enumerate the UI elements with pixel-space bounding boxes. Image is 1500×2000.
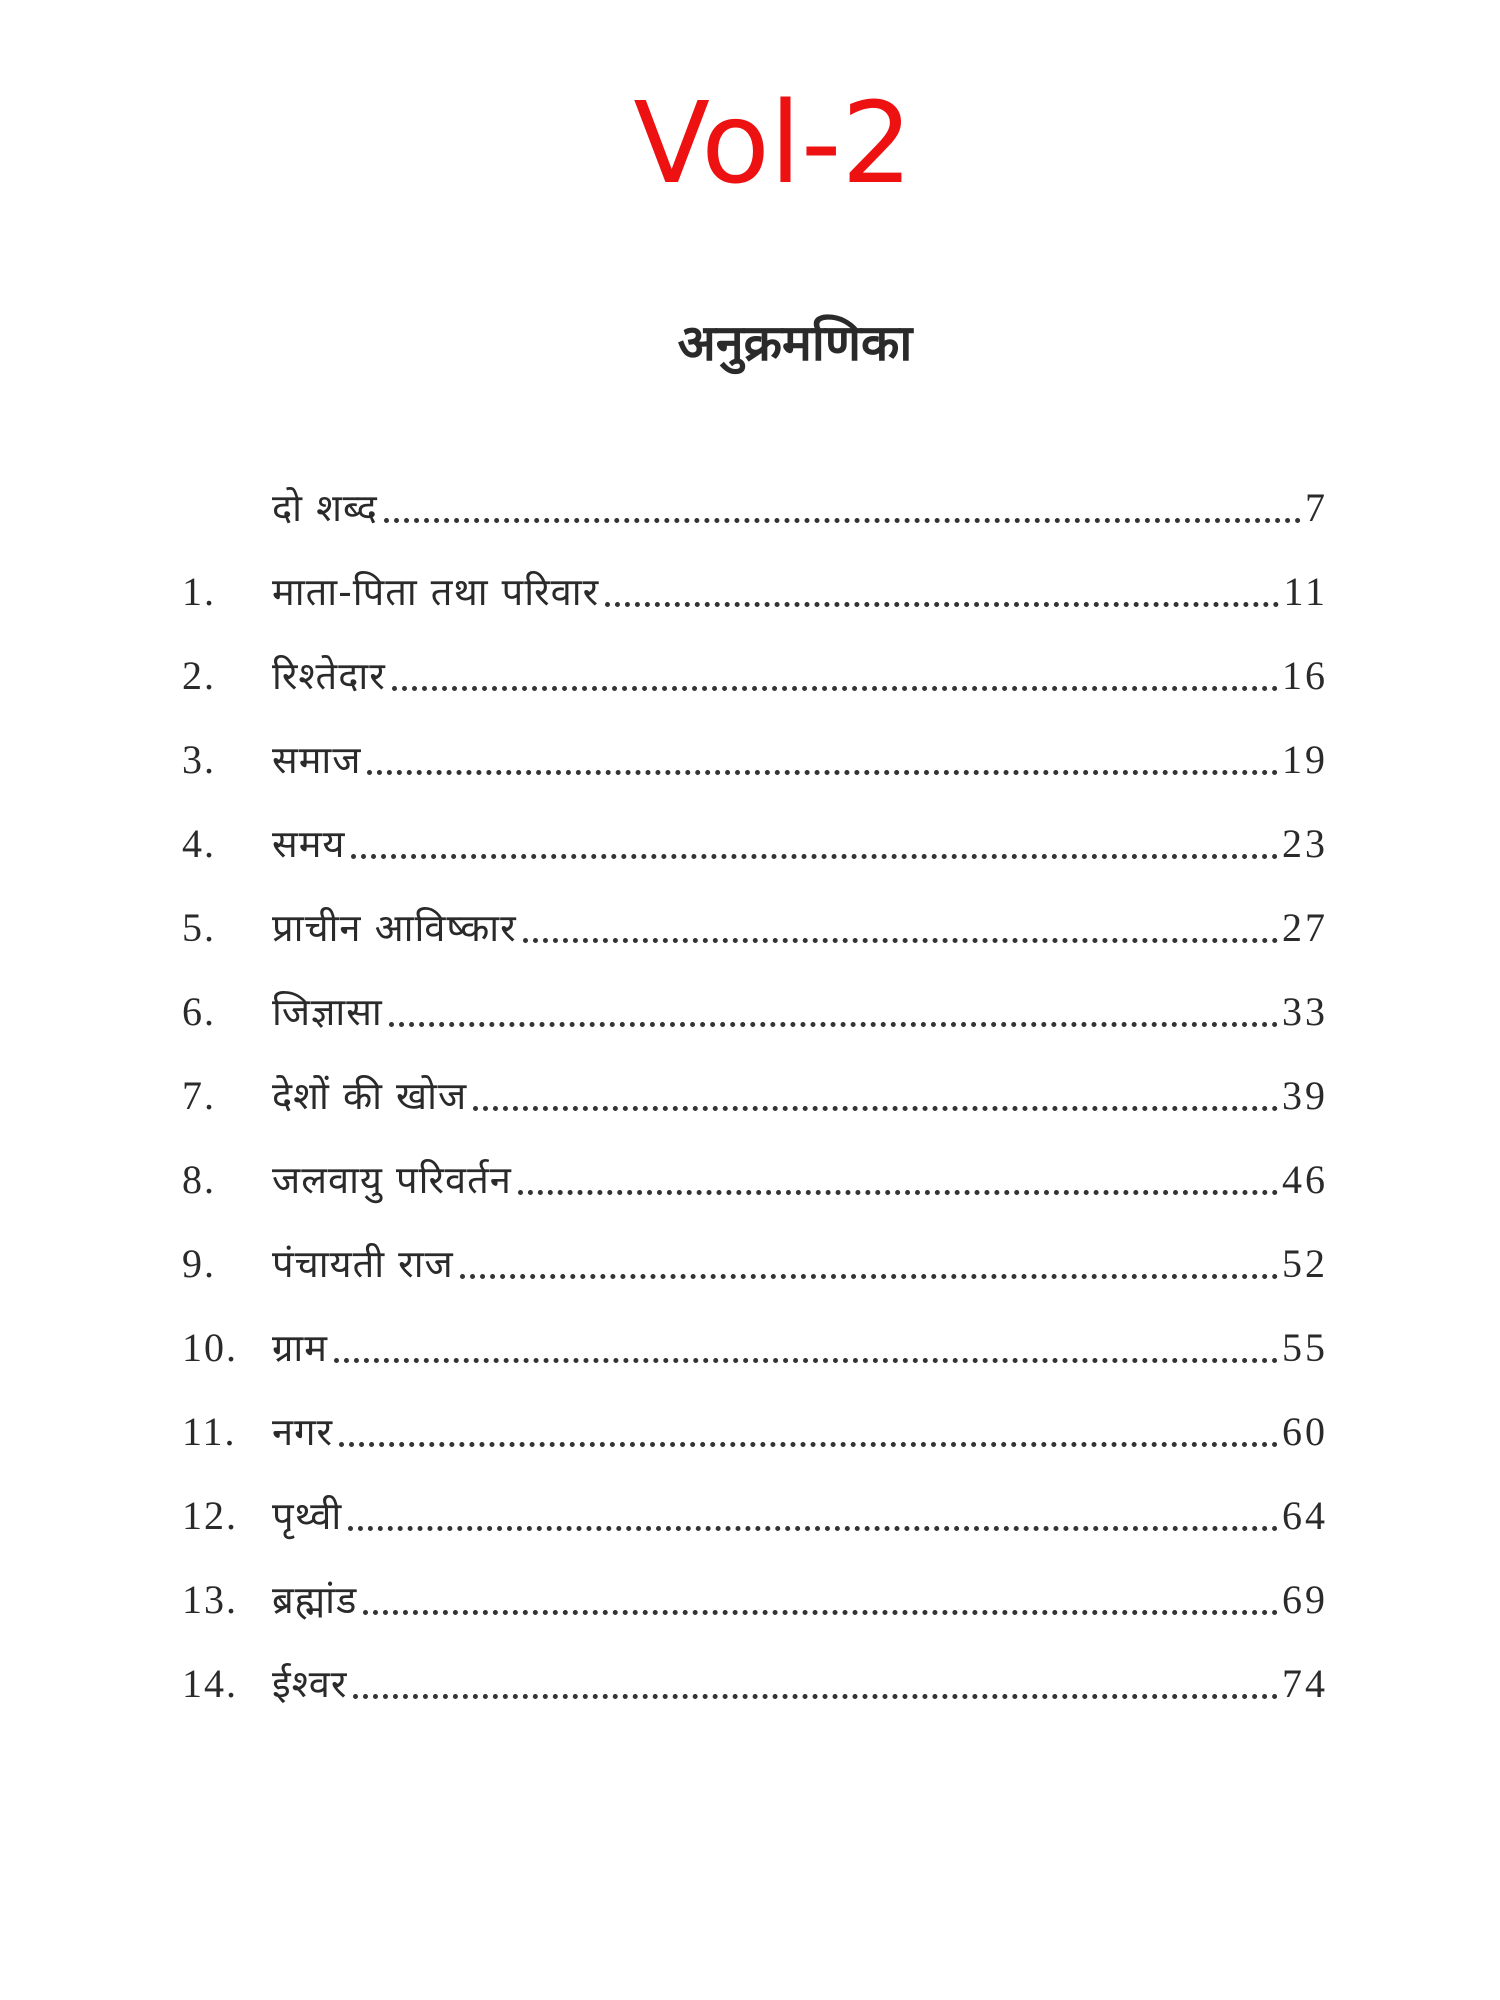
toc-entry-number: 3. [182,736,216,782]
toc-entry-11 [0,1389,1500,1473]
toc-entry-8 [0,1137,1500,1221]
dot-leader [348,1526,1278,1531]
dot-leader [353,1694,1278,1699]
toc-entry-number: 13. [182,1576,238,1622]
toc-entry-number: 9. [182,1240,216,1286]
toc-entry-number: 14. [182,1660,238,1706]
toc-entry-intro [0,465,1500,549]
toc-entry-5 [0,885,1500,969]
toc-entry-title: ब्रह्मांड [272,1578,358,1622]
toc-entry-page: 69 [1282,1577,1328,1622]
toc-entry-title: ग्राम [272,1326,328,1370]
dot-leader [518,1190,1278,1195]
dot-leader [384,518,1301,523]
toc-entry-title: प्राचीन आविष्कार [272,906,517,950]
toc-entry-number: 8. [182,1156,216,1202]
dot-leader [392,686,1278,691]
toc-entry-12 [0,1473,1500,1557]
dot-leader [389,1022,1278,1027]
dot-leader [351,854,1278,859]
toc-entry-number: 7. [182,1072,216,1118]
toc-entry-1 [0,549,1500,633]
toc-entry-page: 27 [1282,905,1328,950]
dot-leader [523,938,1278,943]
toc-entry-number: 5. [182,904,216,950]
toc-entry-number: 6. [182,988,216,1034]
toc-entry-13 [0,1557,1500,1641]
toc-entry-number: 2. [182,652,216,698]
toc-entry-number: 10. [182,1324,238,1370]
toc-entry-7 [0,1053,1500,1137]
toc-entry-title: पंचायती राज [272,1242,454,1286]
toc-entry-page: 60 [1282,1409,1328,1454]
dot-leader [334,1358,1278,1363]
dot-leader [367,770,1278,775]
toc-entry-title: ईश्वर [272,1662,348,1706]
toc-entry-page: 55 [1282,1325,1328,1370]
toc-entry-title: पृथ्वी [272,1494,343,1538]
toc-entry-page: 64 [1282,1493,1328,1538]
dot-leader [460,1274,1278,1279]
toc-entry-page: 11 [1283,569,1328,614]
toc-entry-number: 12. [182,1492,238,1538]
dot-leader [363,1610,1278,1615]
toc-entry-9 [0,1221,1500,1305]
toc-entry-title: जलवायु परिवर्तन [272,1158,512,1202]
toc-entry-10 [0,1305,1500,1389]
toc-entry-page: 46 [1282,1157,1328,1202]
toc-entry-title: रिश्तेदार [272,654,386,698]
toc-entry-title: नगर [272,1410,334,1454]
toc-entry-page: 33 [1282,989,1328,1034]
dot-leader [605,602,1279,607]
toc-entry-page: 19 [1282,737,1328,782]
toc-entry-page: 23 [1282,821,1328,866]
toc-entry-title: देशों की खोज [272,1074,468,1118]
toc-entry-title: समय [272,822,346,866]
toc-entry-page: 74 [1282,1661,1328,1706]
toc-entry-3 [0,717,1500,801]
toc-entry-page: 16 [1282,653,1328,698]
toc-entry-14 [0,1641,1500,1725]
toc-entry-title: समाज [272,738,362,782]
toc-entry-number: 4. [182,820,216,866]
toc-entry-4 [0,801,1500,885]
toc-entry-title: दो शब्द [272,486,378,530]
toc-title: अनुक्रमणिका [677,314,913,372]
toc-entry-number: 1. [182,568,216,614]
toc-entry-number: 11. [182,1408,237,1454]
toc-entry-page: 52 [1282,1241,1328,1286]
toc-entry-page: 7 [1305,485,1328,530]
toc-entry-title: जिज्ञासा [272,990,383,1034]
toc-entry-2 [0,633,1500,717]
toc-entry-page: 39 [1282,1073,1328,1118]
toc-entry-6 [0,969,1500,1053]
volume-label: Vol-2 [633,79,913,209]
toc-list [0,465,1500,1725]
dot-leader [339,1442,1278,1447]
dot-leader [473,1106,1278,1111]
toc-entry-title: माता-पिता तथा परिवार [272,570,600,614]
